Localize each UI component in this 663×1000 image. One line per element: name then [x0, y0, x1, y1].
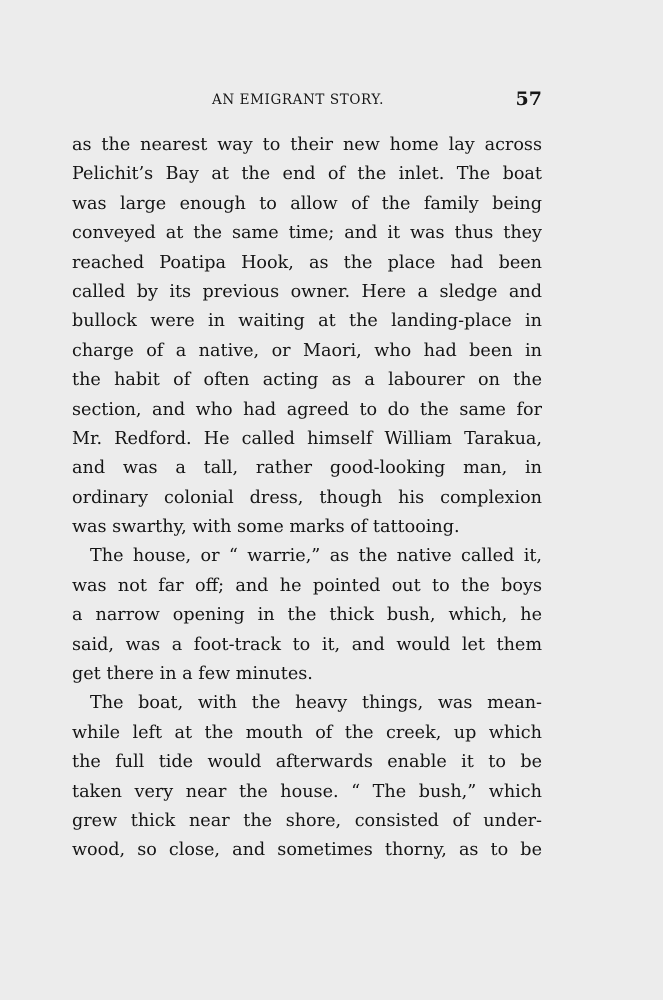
text-line: was large enough to allow of the family being	[72, 193, 542, 214]
text-line: section, and who had agreed to do the same for	[72, 399, 542, 420]
text-line: the full tide would afterwards enable it to be	[72, 752, 542, 773]
text-line: was not far off; and he pointed out to the boys	[72, 575, 542, 596]
text-line: a narrow opening in the thick bush, which, he	[72, 605, 542, 626]
text-line: bullock were in waiting at the landing-place in	[72, 311, 542, 332]
text-line: conveyed at the same time; and it was thus they	[72, 223, 542, 244]
text-line: Pelichit’s Bay at the end of the inlet. The boat	[72, 164, 542, 185]
text-line: taken very near the house. “ The bush,” which	[72, 781, 542, 802]
page-number: 57	[515, 88, 542, 110]
text-line: Mr. Redford. He called himself William Tarakua,	[72, 428, 542, 449]
text-line: and was a tall, rather good-looking man, in	[72, 458, 542, 479]
running-title: AN EMIGRANT STORY.	[212, 92, 385, 108]
text-line: was swarthy, with some marks of tattooing.	[72, 517, 460, 538]
text-line: The house, or “ warrie,” as the native called it,	[90, 546, 542, 567]
text-line: The boat, with the heavy things, was mean-	[90, 693, 542, 714]
text-line: get there in a few minutes.	[72, 664, 313, 685]
text-line: while left at the mouth of the creek, up which	[72, 722, 542, 743]
text-line: said, was a foot-track to it, and would let them	[72, 634, 542, 655]
text-line: wood, so close, and sometimes thorny, as to be	[72, 840, 542, 861]
text-line: charge of a native, or Maori, who had been in	[72, 340, 542, 361]
body-text	[72, 131, 542, 866]
running-head	[72, 90, 542, 114]
text-line: the habit of often acting as a labourer on the	[72, 370, 542, 391]
text-line: called by its previous owner. Here a sledge and	[72, 281, 542, 302]
text-line: reached Poatipa Hook, as the place had been	[72, 252, 542, 273]
text-line: ordinary colonial dress, though his complexion	[72, 487, 542, 508]
text-line: as the nearest way to their new home lay across	[72, 135, 542, 155]
text-line: grew thick near the shore, consisted of under-	[72, 810, 542, 831]
